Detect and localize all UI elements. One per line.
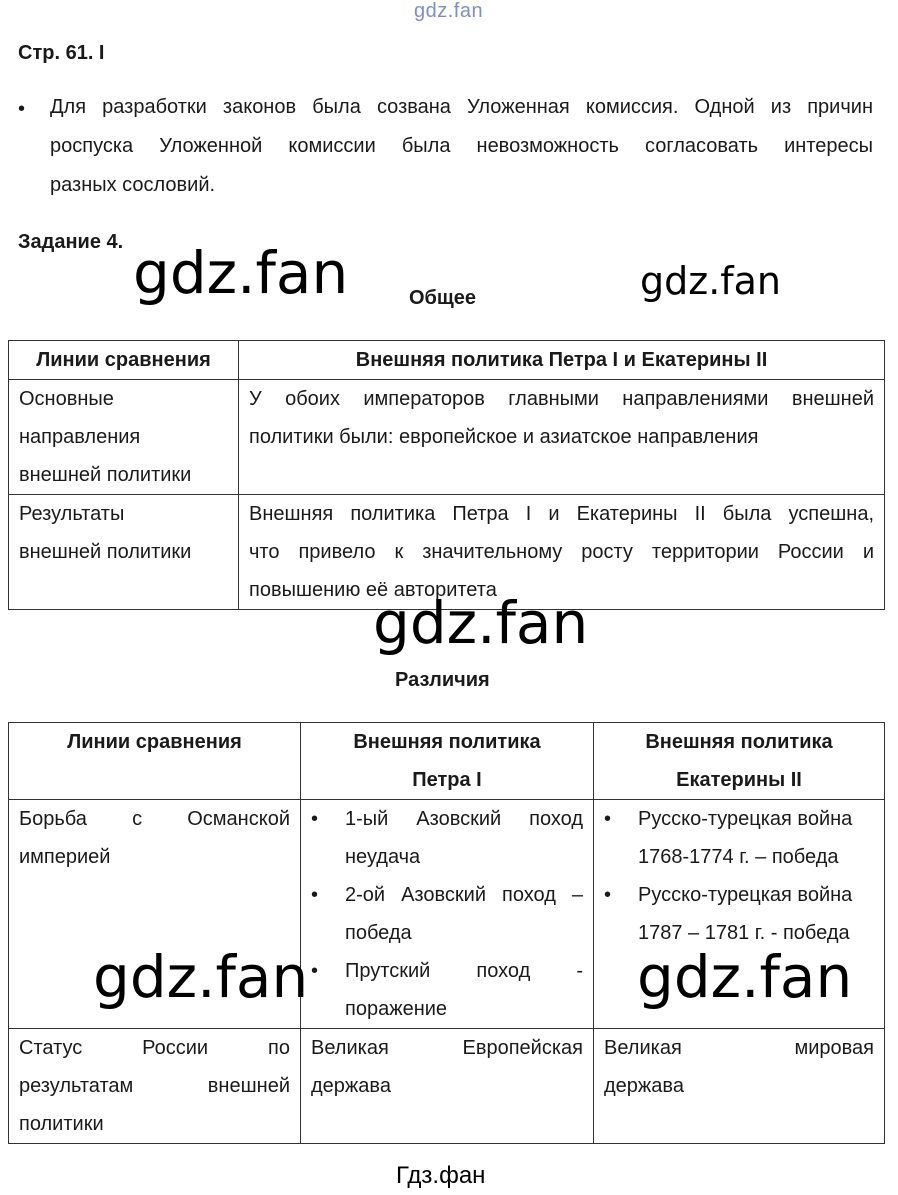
cell-line: Великая мировая — [604, 1037, 874, 1059]
cell-line: Русско-турецкая война — [638, 884, 853, 906]
list-item — [311, 800, 583, 876]
cell-line: империей — [19, 846, 111, 868]
paragraph-line-3: разных сословий. — [50, 174, 216, 196]
cell-line: Основные — [19, 388, 114, 410]
cell-line: направления — [19, 426, 141, 448]
cell-line: поражение — [345, 998, 448, 1020]
table-header-row — [9, 723, 885, 800]
footer-watermark: Гдз.фан — [396, 1162, 486, 1189]
header-line: Линии сравнения — [67, 731, 242, 753]
header-line: Екатерины II — [676, 769, 802, 791]
cell-line: Борьба с Османской — [19, 808, 290, 830]
differences-table — [8, 722, 885, 1144]
bullet-marker: • — [604, 808, 612, 830]
cell-line: повышению её авторитета — [249, 579, 497, 601]
page-reference: Стр. 61. I — [18, 42, 105, 64]
task-title: Задание 4. — [18, 231, 124, 253]
table-header: Линии сравнения — [9, 341, 239, 380]
table-cell — [239, 380, 885, 495]
cell-line: Внешняя политика Петра I и Екатерины II была успешна, — [249, 503, 874, 525]
cell-line: 2-ой Азовский поход – — [345, 884, 583, 906]
cell-line: внешней политики — [19, 464, 192, 486]
header-line: Петра I — [412, 769, 482, 791]
cell-line: держава — [604, 1075, 684, 1097]
cell-line: Прутский поход - — [345, 960, 583, 982]
table-cell — [301, 800, 594, 1029]
watermark: gdz.fan — [637, 943, 853, 1011]
watermark: gdz.fan — [373, 589, 589, 657]
paragraph-line-1: Для разработки законов была созвана Уложенная комиссия. Одной из причин — [50, 96, 873, 118]
watermark: gdz.fan — [133, 239, 349, 307]
cell-line: 1787 – 1781 г. - победа — [638, 922, 850, 944]
cell-line: держава — [311, 1075, 391, 1097]
watermark: gdz.fan — [640, 259, 782, 303]
table-header — [594, 723, 885, 800]
cell-line: Русско-турецкая война — [638, 808, 853, 830]
bullet-marker: • — [311, 808, 319, 830]
table-header — [9, 723, 301, 800]
cell-line: Результаты — [19, 503, 125, 525]
cell-line: 1768-1774 г. – победа — [638, 846, 839, 868]
bullet-marker: • — [311, 884, 319, 906]
cell-line: политики были: европейское и азиатское направления — [249, 426, 759, 448]
table-header-row — [9, 341, 885, 380]
table-cell — [9, 380, 239, 495]
table-cell — [9, 1029, 301, 1144]
bullet-marker: • — [18, 98, 26, 120]
cell-line: неудача — [345, 846, 421, 868]
header-line: Внешняя политика — [353, 731, 541, 753]
bullet-marker: • — [311, 960, 319, 982]
header-line: Внешняя политика — [645, 731, 833, 753]
common-table — [8, 340, 885, 610]
cell-line: У обоих императоров главными направлениями внешней — [249, 388, 874, 410]
cell-line: политики — [19, 1113, 104, 1135]
table-header: Внешняя политика Петра I и Екатерины II — [239, 341, 885, 380]
bullet-marker: • — [604, 884, 612, 906]
watermark: gdz.fan — [93, 943, 309, 1011]
cell-line: победа — [345, 922, 412, 944]
watermark-top: gdz.fan — [414, 0, 484, 22]
section-title-common: Общее — [409, 287, 477, 309]
cell-line: что привело к значительному росту территории России и — [249, 541, 874, 563]
cell-line: 1-ый Азовский поход — [345, 808, 583, 830]
list-item — [311, 952, 583, 1028]
table-cell — [594, 1029, 885, 1144]
table-cell — [301, 1029, 594, 1144]
cell-line: Великая Европейская — [311, 1037, 583, 1059]
table-cell — [9, 495, 239, 610]
list-item — [604, 876, 874, 952]
paragraph-line-2: роспуска Уложенной комиссии была невозможность согласовать интересы — [50, 135, 873, 157]
cell-line: внешней политики — [19, 541, 192, 563]
table-row — [9, 1029, 885, 1144]
section-title-differences: Различия — [395, 669, 490, 691]
table-row — [9, 380, 885, 495]
list-item — [604, 800, 874, 876]
cell-line: результатам внешней — [19, 1075, 290, 1097]
cell-line: Статус России по — [19, 1037, 290, 1059]
table-header — [301, 723, 594, 800]
list-item — [311, 876, 583, 952]
